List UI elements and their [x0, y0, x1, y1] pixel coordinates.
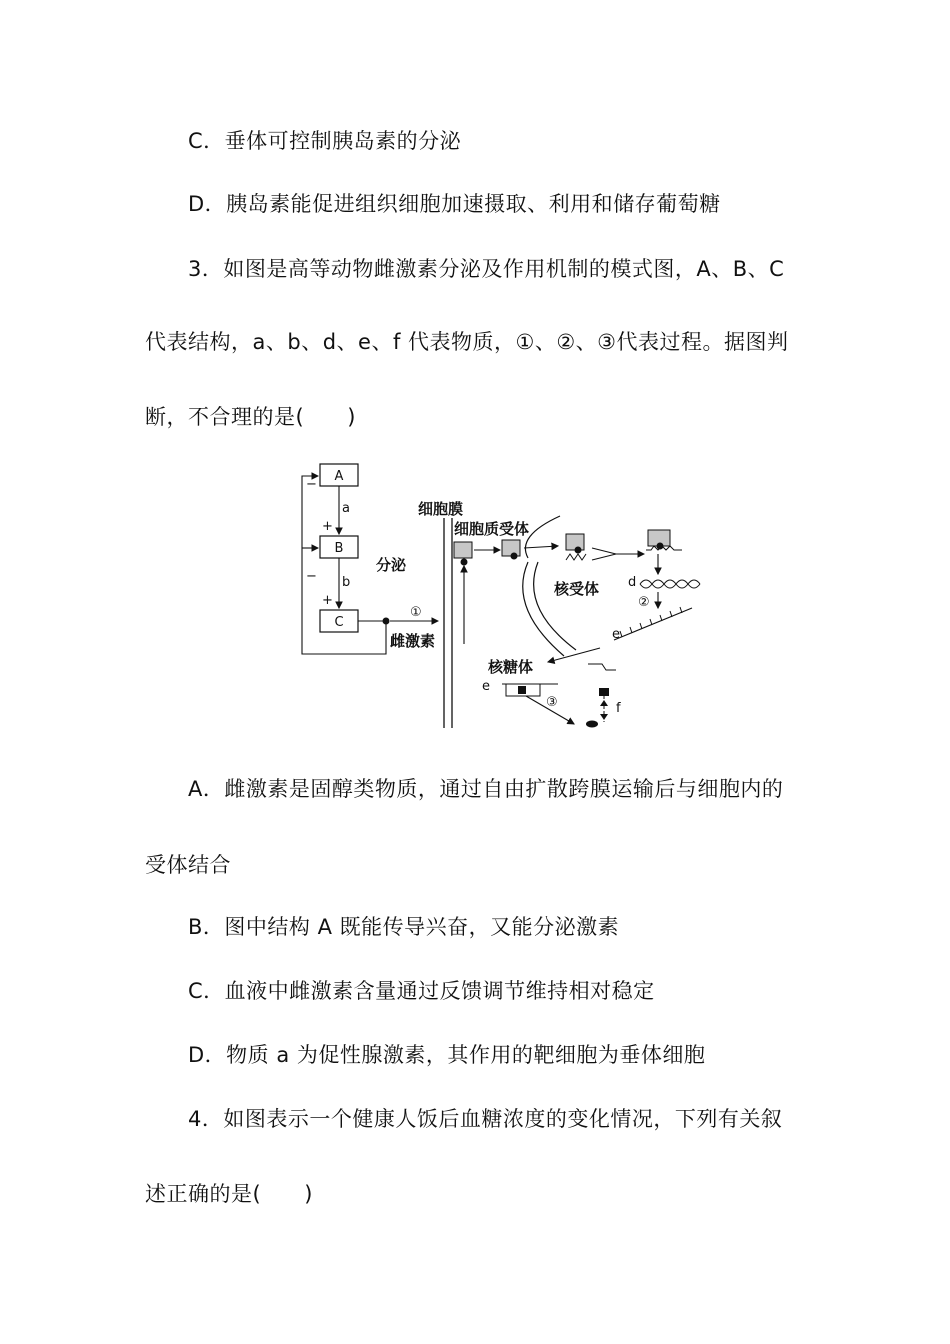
label-membrane: 细胞膜: [418, 500, 464, 518]
option-a-line1: A．雌激素是固醇类物质，通过自由扩散跨膜运输后与细胞内的: [188, 777, 784, 801]
nuclear-envelope-outer: [523, 562, 564, 656]
box-a-label: A: [334, 469, 344, 484]
cyto-receptor-bound: [502, 540, 520, 556]
label-nuclear-receptor: 核受体: [554, 580, 600, 598]
label-b: b: [342, 575, 351, 590]
minus-b: −: [306, 569, 317, 584]
box-c-label: C: [334, 615, 344, 630]
estrogen-mechanism-diagram: [296, 458, 706, 738]
cyto-receptor-empty: [454, 542, 472, 558]
option-b: B．图中结构 A 既能传导兴奋，又能分泌激素: [188, 915, 620, 939]
label-f: f: [616, 701, 621, 716]
box-b-label: B: [334, 541, 344, 556]
question3-line3: 断，不合理的是( ): [145, 405, 356, 429]
nuclear-envelope-top: [525, 516, 560, 558]
question4-line1: 4．如图表示一个健康人饭后血糖浓度的变化情况，下列有关叙: [188, 1107, 783, 1131]
label-e-ribosome: e: [482, 679, 490, 694]
option-d: D．物质 a 为促性腺激素，其作用的靶细胞为垂体细胞: [188, 1043, 706, 1067]
label-e-mrna: e: [612, 627, 620, 642]
minus-a: −: [306, 477, 317, 492]
step1: ①: [410, 605, 422, 620]
plus-b: +: [322, 519, 333, 534]
nuclear-envelope-inner: [534, 562, 576, 650]
nuclear-receptor: [566, 534, 584, 550]
label-cyto-receptor: 细胞质受体: [454, 520, 530, 538]
option-c-prev: C．垂体可控制胰岛素的分泌: [188, 129, 462, 153]
question3-line1: 3．如图是高等动物雌激素分泌及作用机制的模式图，A、B、C: [188, 257, 785, 281]
mrna-strand: [614, 608, 692, 640]
label-ribosome: 核糖体: [488, 658, 534, 676]
label-secrete: 分泌: [376, 556, 407, 574]
plus-c: +: [322, 593, 333, 608]
option-a-line2: 受体结合: [145, 853, 231, 877]
label-estrogen: 雌激素: [390, 632, 436, 650]
step3: ③: [546, 695, 558, 710]
question4-line2: 述正确的是( ): [145, 1182, 313, 1206]
option-d-prev: D．胰岛素能促进组织细胞加速摄取、利用和储存葡萄糖: [188, 192, 721, 216]
option-c: C．血液中雌激素含量通过反馈调节维持相对稳定: [188, 979, 655, 1003]
estrogen-dot: [383, 618, 390, 625]
step2: ②: [638, 595, 650, 610]
question3-line2: 代表结构，a、b、d、e、f 代表物质，①、②、③代表过程。据图判: [145, 330, 789, 354]
label-a: a: [342, 501, 350, 516]
label-d: d: [628, 575, 637, 590]
